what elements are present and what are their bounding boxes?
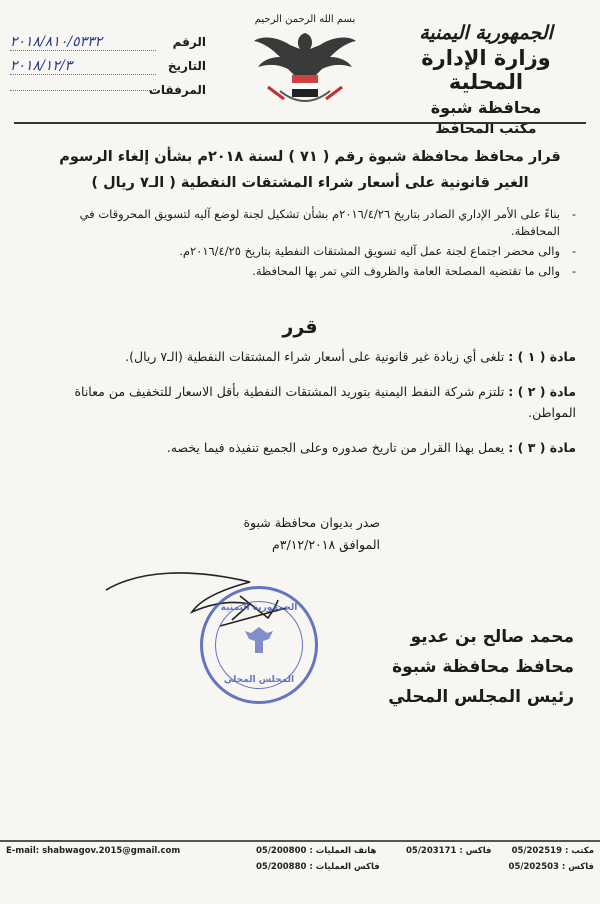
footer-ops-fax [256,862,380,872]
letterhead-right [386,22,586,137]
footer-ops-phone-value: 05/200800 [256,846,307,856]
article-heading: مادة ( ٣ ) : [508,440,576,455]
footer-fax-2 [509,862,594,872]
national-emblem [242,14,368,113]
reference-date-value: ٢٠١٨/١٢/٣ [10,58,156,75]
ministry-name: وزارة الإدارة المحلية [421,46,551,94]
article-heading: مادة ( ٢ ) : [508,384,576,399]
footer-fax-2-value: 05/202503 [508,862,559,872]
signatory-block [274,622,574,712]
preamble-item: - والى محضر اجتماع لجنة عمل آليه تسويق المشتقات النفطية بتاريخ ٢٠١٦/٤/٢٥م. [56,243,576,260]
reference-attachments-value [10,90,156,91]
article-item [44,437,576,458]
basmala-text: بسم الله الرحمن الرحيم [254,14,356,25]
footer-ops-fax-label: فاكس العمليات : [309,862,380,872]
signatory-title: محافظ محافظة شبوة [392,657,574,677]
footer-ops-phone [256,846,376,856]
stamp-eagle-icon [241,623,277,659]
header-divider [14,122,586,124]
stamp-bottom-text: المجلس المحلي [223,675,295,685]
reference-number-label: الرقم [172,35,206,49]
article-text: يعمل بهذا القرار من تاريخ صدوره وعلى الجميع تنفيذه فيما يخصه. [166,440,505,455]
footer-office-label: مكتب : [564,846,594,856]
issue-date: الموافق ٣/١٢/٢٠١٨م [272,537,380,552]
preamble-item: - بناءً على الأمر الإداري الصادر بتاريخ ٢٠١٦/٤/٢٦م بشأن تشكيل لجنة لوضع آليه لتسويق المحروقات في المحافظة. [56,206,576,240]
signatory-title-council: رئيس المجلس المحلي [388,687,574,707]
eagle-emblem-icon [250,27,360,113]
footer-ops-phone-label: هاتف العمليات : [309,846,377,856]
reference-number-value: ٢٠١٨/٨١٠/٥٣٣٢ [10,34,156,51]
articles-list [44,346,576,472]
footer-office-value: 05/202519 [511,846,562,856]
article-item [44,346,576,367]
article-text: تلغى أي زيادة غير قانونية على أسعار شراء المشتقات النفطية (الـ٧ ريال). [125,349,505,364]
article-item [44,381,576,423]
reference-attachments-label: المرفقات [148,83,206,97]
reference-block [6,30,206,102]
office-name: مكتب المحافظ [435,121,537,137]
country-name: الجمهورية اليمنية [419,22,553,44]
footer-ops-fax-value: 05/200880 [256,862,307,872]
reference-number-row [6,30,206,54]
reference-date-label: التاريخ [167,59,206,73]
reference-date-row [6,54,206,78]
governorate-name: محافظة شبوة [430,98,542,117]
decree-title [40,144,580,196]
footer-fax [406,846,491,856]
signatory-name: محمد صالح بن عديو [410,627,574,647]
footer-office [512,846,594,856]
preamble-list [56,206,576,283]
stamp-top-text: الجمهورية اليمنية [220,603,298,613]
footer-fax-value: 05/203171 [406,846,457,856]
decree-heading: قرر [282,316,318,338]
issue-place: صدر بديوان محافظة شبوة [243,515,380,530]
footer-fax-2-label: فاكس : [561,862,594,872]
footer-divider [0,840,600,842]
issue-block [240,512,380,556]
article-text: تلتزم شركة النفط اليمنية بتوريد المشتقات النفطية بأقل الاسعار للتخفيف من معاناة المواطن. [74,384,576,420]
preamble-item: - والى ما تقتضيه المصلحة العامة والظروف التي تمر بها المحافظة. [56,263,576,280]
article-heading: مادة ( ١ ) : [508,349,576,364]
reference-attachments-row [6,78,206,102]
decree-title-line2: الغير قانونية على أسعار شراء المشتقات النفطية ( الـ٧ ريال ) [91,175,529,191]
footer-email: E-mail: shabwagov.2015@gmail.com [6,846,181,856]
footer-fax-label: فاكس : [459,846,492,856]
decree-title-line1: قرار محافظ محافظة شبوة رقم ( ٧١ ) لسنة ٢٠١٨م بشأن إلغاء الرسوم [59,149,561,165]
